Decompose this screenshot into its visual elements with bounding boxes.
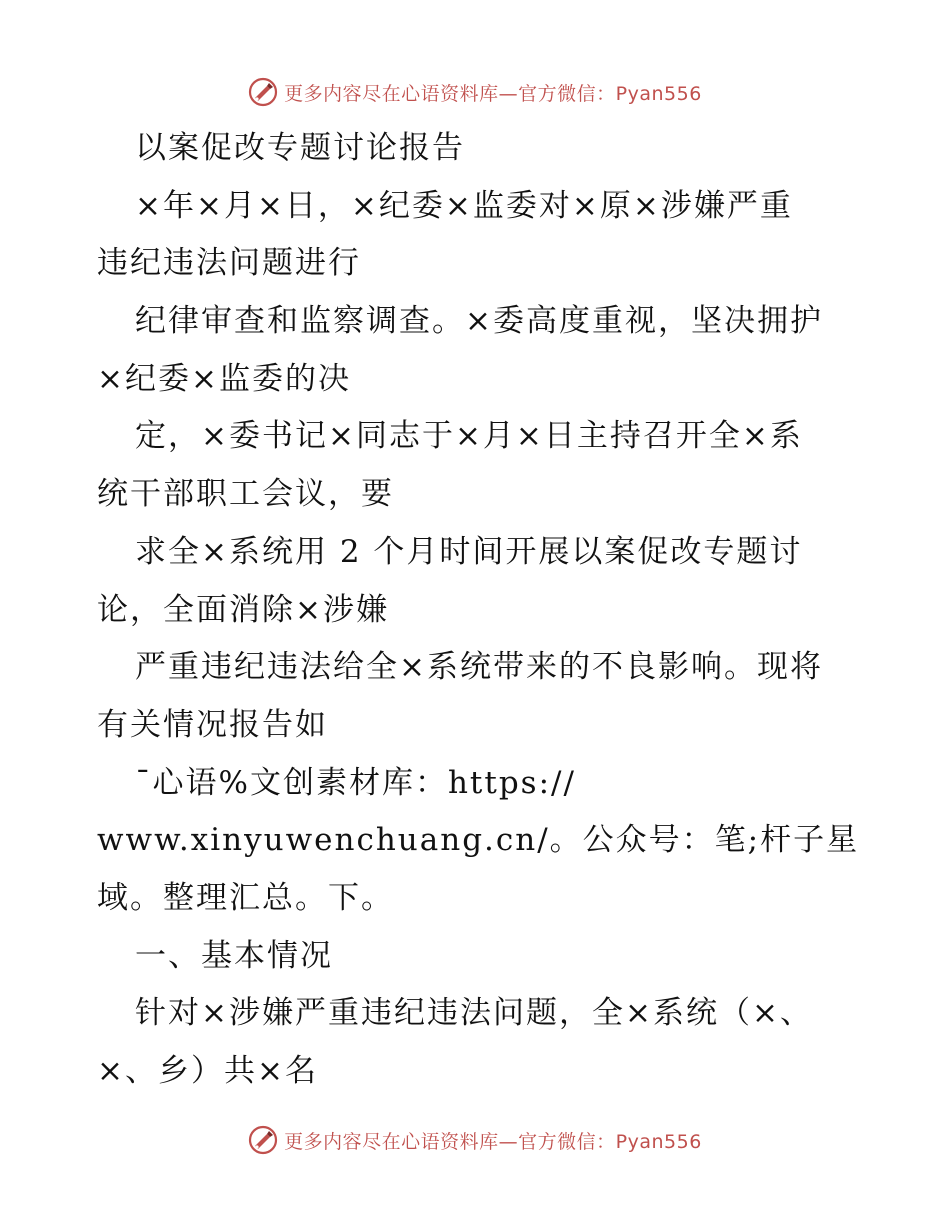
paragraph-line: ×、乡）共×名 xyxy=(97,1053,318,1089)
paragraph-line: ×年×月×日，×纪委×监委对×原×涉嫌严重 xyxy=(135,187,793,224)
banner-text: 更多内容尽在心语资料库—官方微信：Pyan556 xyxy=(284,82,702,105)
paragraph-line: 域。整理汇总。下。 xyxy=(97,879,394,916)
footer-banner xyxy=(0,1120,950,1160)
paragraph-line: 严重违纪违法给全×系统带来的不良影响。现将 xyxy=(135,649,823,686)
pen-logo-icon xyxy=(248,1125,278,1155)
watermark-line: ¯心语%文创素材库：https:// xyxy=(135,764,576,801)
paragraph-line: 论，全面消除×涉嫌 xyxy=(97,591,389,628)
document-body xyxy=(97,120,860,1101)
paragraph-line: 有关情况报告如 xyxy=(97,706,328,743)
paragraph-line: 违纪违法问题进行 xyxy=(97,245,361,282)
banner-text: 更多内容尽在心语资料库—官方微信：Pyan556 xyxy=(284,1130,702,1153)
pen-logo-icon xyxy=(248,77,278,107)
watermark-url-line: www.xinyuwenchuang.cn/。公众号：笔;杆子星 xyxy=(97,822,860,859)
paragraph-line: 定，×委书记×同志于×月×日主持召开全×系 xyxy=(135,418,803,455)
paragraph-line: ×纪委×监委的决 xyxy=(97,360,351,397)
paragraph-line: 求全×系统用 2 个月时间开展以案促改专题讨 xyxy=(135,533,803,570)
header-banner xyxy=(0,72,950,112)
document-title: 以案促改专题讨论报告 xyxy=(135,130,465,166)
section-heading: 一、基本情况 xyxy=(135,937,333,974)
paragraph-line: 针对×涉嫌严重违纪违法问题，全×系统（×、 xyxy=(135,995,813,1032)
paragraph-line: 纪律审查和监察调查。×委高度重视，坚决拥护 xyxy=(135,303,823,340)
paragraph-line: 统干部职工会议，要 xyxy=(97,476,394,513)
